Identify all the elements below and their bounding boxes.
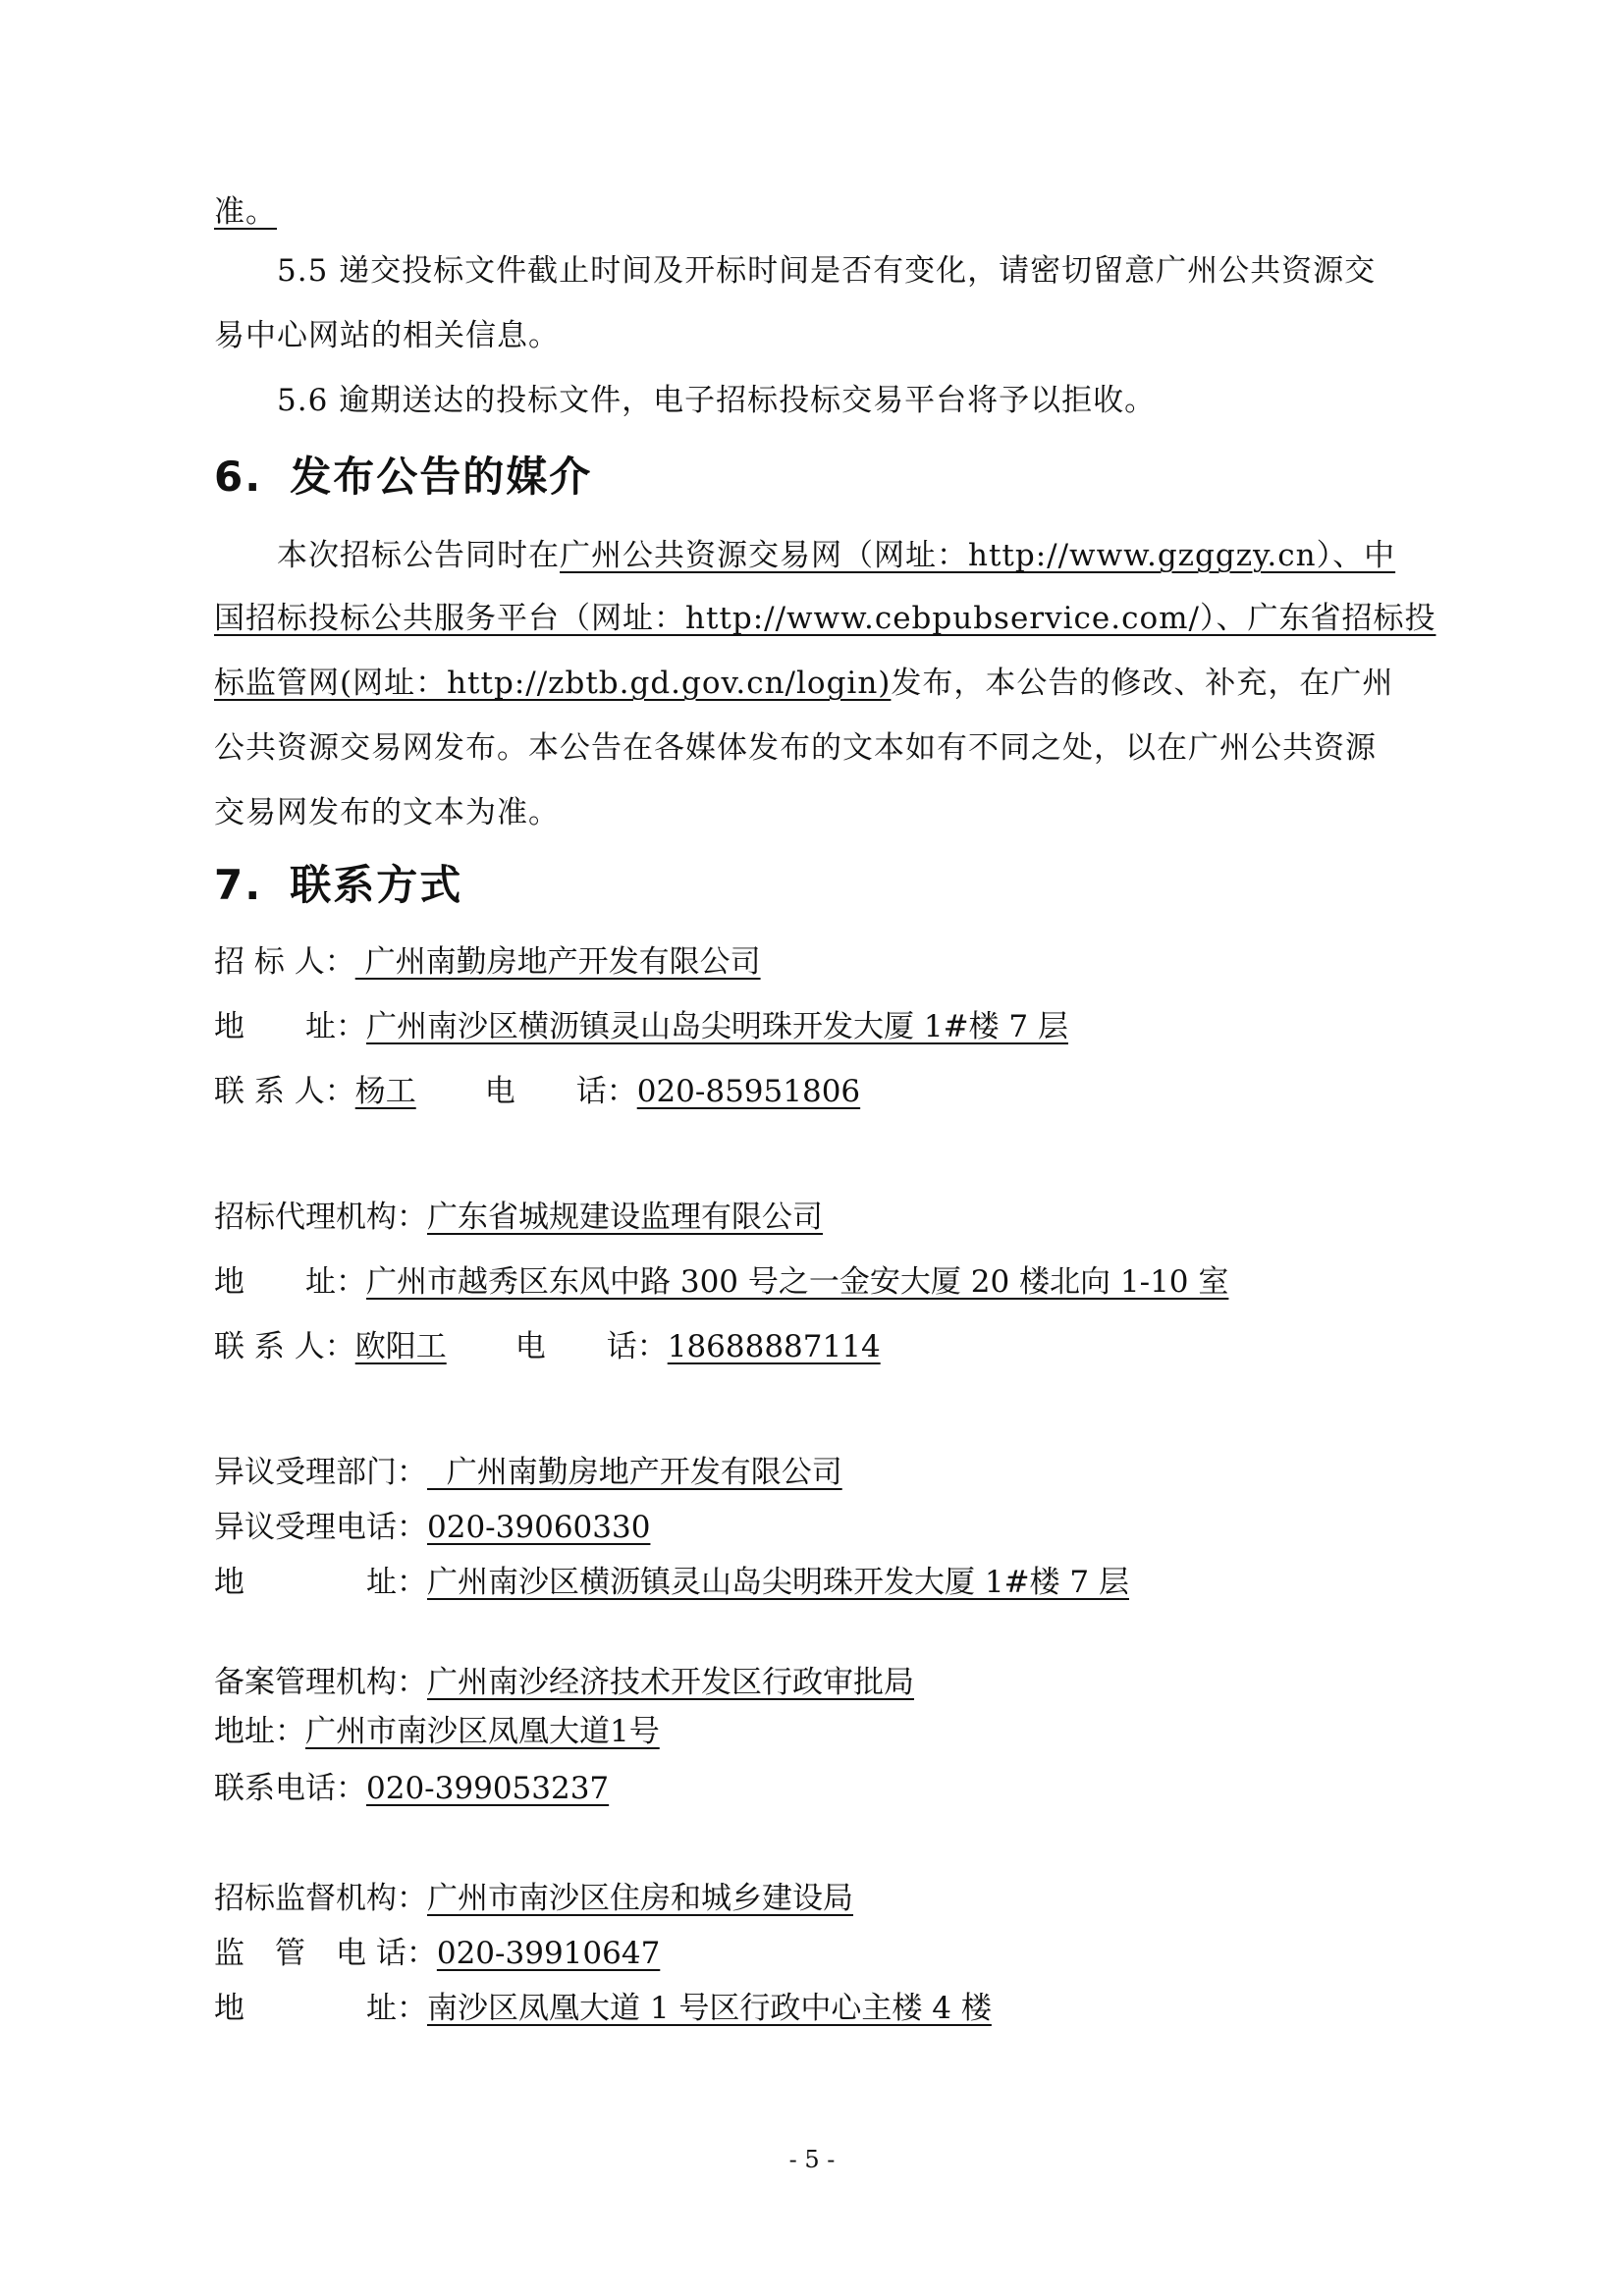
supervision-address-label: 地 址： [214,1991,427,2026]
supervision-phone-value: 020-39910647 [436,1936,661,1971]
section-7-number: 7. [214,861,263,909]
objection-row [214,1453,842,1492]
agency-label: 招标代理机构： [214,1200,427,1235]
tenderer-address-row [214,1007,1068,1046]
tenderer-address-value: 广州南沙区横沥镇灵山岛尖明珠开发大厦 1#楼 7 层 [366,1009,1068,1044]
para-5-5-line1: 5.5 递交投标文件截止时间及开标时间是否有变化，请密切留意广州公共资源交 [277,253,1377,289]
objection-phone-row [214,1508,650,1547]
section-6-line1 [277,536,1395,575]
agency-phone-label: 电 话： [514,1329,668,1364]
agency-phone-value: 18688887114 [667,1329,881,1364]
section-7-title: 联系方式 [290,861,463,909]
filing-phone-row [214,1769,609,1808]
text-zhun: 准。 [214,194,277,230]
section-6-line3-b: 发布，本公告的修改、补充，在广州 [891,666,1394,701]
objection-address-label: 地 址： [214,1565,427,1600]
filing-phone-value: 020-399053237 [366,1771,610,1806]
section-6-title: 发布公告的媒介 [290,453,593,501]
section-6-heading [214,452,592,503]
tenderer-value: 广州南勤房地产开发有限公司 [354,944,761,980]
section-6-line5: 交易网发布的文本为准。 [214,795,560,830]
para-line-zhun [214,192,277,232]
filing-value: 广州南沙经济技术开发区行政审批局 [427,1665,914,1700]
para-5-5-line2: 易中心网站的相关信息。 [214,318,560,353]
tenderer-address-label: 地 址： [214,1009,366,1044]
agency-contact-value: 欧阳工 [354,1329,447,1364]
supervision-address-value: 南沙区凤凰大道 1 号区行政中心主楼 4 楼 [427,1991,992,2026]
objection-phone-value: 020-39060330 [427,1510,651,1545]
supervision-label: 招标监督机构： [214,1881,427,1916]
objection-phone-label: 异议受理电话： [214,1510,427,1545]
supervision-phone-row [214,1934,660,1973]
filing-address-label: 地址： [214,1714,305,1749]
objection-address-value: 广州南沙区横沥镇灵山岛尖明珠开发大厦 1#楼 7 层 [427,1565,1129,1600]
section-6-line1-b: 广州公共资源交易网（网址：http://www.gzggzy.cn）、中 [560,538,1396,573]
section-6-line2 [214,599,1435,638]
agency-address-row [214,1262,1228,1302]
filing-row [214,1663,914,1702]
tenderer-contact-value: 杨工 [354,1074,416,1109]
section-6-line4: 公共资源交易网发布。本公告在各媒体发布的文本如有不同之处，以在广州公共资源 [214,730,1377,766]
section-6-line3-a: 标监管网(网址：http://zbtb.gd.gov.cn/login) [214,666,892,701]
section-6-line3 [214,664,1393,703]
filing-label: 备案管理机构： [214,1665,427,1700]
supervision-address-row [214,1989,992,2028]
objection-label: 异议受理部门： [214,1455,427,1490]
agency-row [214,1198,823,1237]
agency-address-value: 广州市越秀区东风中路 300 号之一金安大厦 20 楼北向 1-10 室 [366,1264,1229,1300]
agency-contact-row [214,1327,881,1366]
objection-address-row [214,1563,1129,1602]
tenderer-label: 招 标 人： [214,944,355,980]
objection-value: 广州南勤房地产开发有限公司 [427,1455,842,1490]
filing-address-row [214,1712,660,1751]
supervision-phone-label: 监 管 电 话： [214,1936,437,1971]
tenderer-contact-row [214,1072,860,1111]
section-6-line1-a: 本次招标公告同时在 [277,538,560,573]
agency-value: 广东省城规建设监理有限公司 [427,1200,823,1235]
filing-address-value: 广州市南沙区凤凰大道1号 [305,1714,660,1749]
agency-address-label: 地 址： [214,1264,366,1300]
section-6-line2-text: 国招标投标公共服务平台（网址：http://www.cebpubservice.com/）、广东省招标投 [214,601,1436,636]
supervision-row [214,1879,853,1918]
tenderer-contact-label: 联 系 人： [214,1074,355,1109]
tenderer-row [214,942,761,982]
para-5-6: 5.6 逾期送达的投标文件，电子招标投标交易平台将予以拒收。 [277,383,1157,418]
page-number: - 5 - [788,2146,836,2173]
filing-phone-label: 联系电话： [214,1771,366,1806]
agency-contact-label: 联 系 人： [214,1329,355,1364]
tenderer-phone-value: 020-85951806 [636,1074,861,1109]
tenderer-phone-label: 电 话： [484,1074,637,1109]
section-6-number: 6. [214,453,263,501]
section-7-heading [214,860,462,911]
supervision-value: 广州市南沙区住房和城乡建设局 [427,1881,853,1916]
